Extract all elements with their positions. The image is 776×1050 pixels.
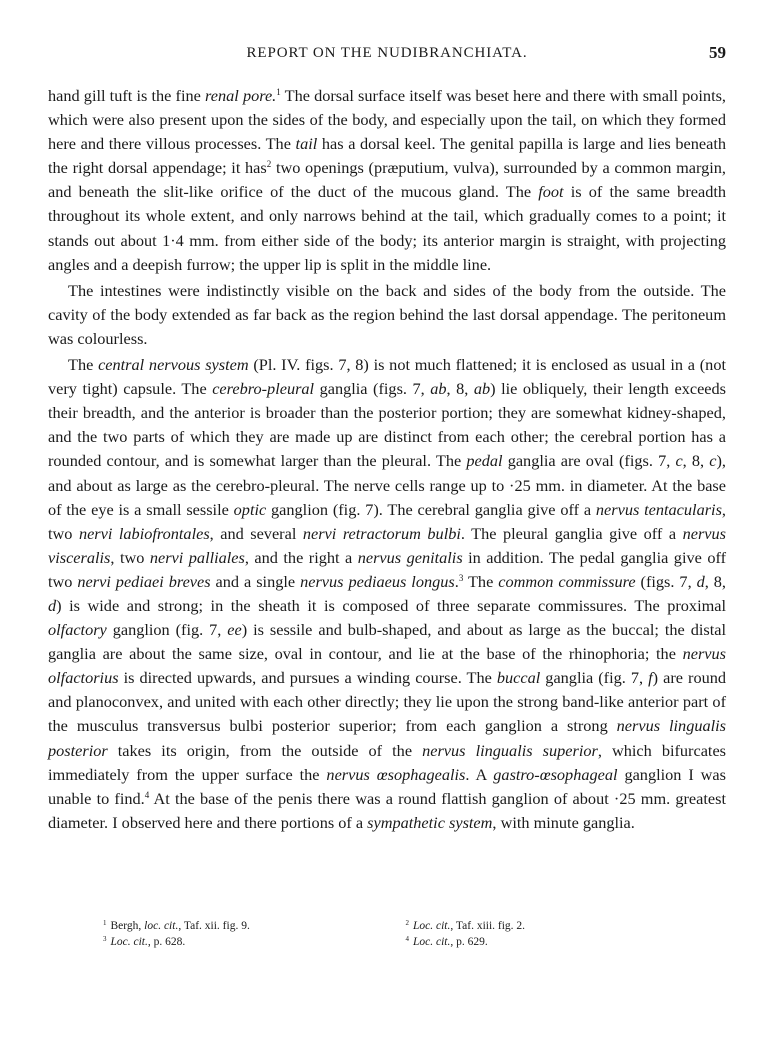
paragraph [48,84,726,277]
paragraph-text: . [454,571,459,591]
paragraph-italic: optic [233,499,267,519]
paragraph-text: , two [110,547,150,567]
footnote [406,934,574,950]
paragraph-text: ) is sessile and bulb-shaped, and about as large as the buccal; the distal ganglia are about the same size, oval in contour, and lie at the base of the rhinophoria; the [48,620,726,664]
paragraph-italic: nervi pediaei breves [77,571,211,591]
paragraph-italic: tail [295,134,318,154]
paragraph-italic: gastro-œsophageal [493,764,618,784]
paragraph-text: The [463,571,499,591]
paragraph-text: ganglia are oval (figs. 7, [502,451,676,471]
running-head [48,40,726,64]
paragraph-italic: c [709,451,717,471]
footnote-italic: Loc. cit. [413,920,451,932]
footnote-text: , p. 629. [450,936,488,948]
paragraph-text: , and several [209,523,303,543]
paragraph-italic: foot [538,182,564,202]
paragraph-italic: nervus pediaeus longus [300,571,455,591]
paragraph-text: ), and about as large as the cerebro-pleural. The nerve cells range up to ·25 mm. in diameter. At the base of the eye is a small sessile [48,451,727,519]
footnotes [103,918,573,950]
paragraph-text: has a dorsal keel. The genital papilla is large and lies beneath the right dorsal appendage; it has [48,134,726,178]
footnote-ref: 3 [458,572,464,583]
footnote-row [103,934,573,950]
paragraph-italic: d [696,571,705,591]
paragraph-text: , 8, [682,451,710,471]
paragraph-italic: nervus olfactorius [48,644,726,688]
paragraph-italic: ab [473,379,491,399]
paragraph-text: , two [48,499,726,543]
paragraph-text: and a single [210,571,301,591]
paragraph-text: takes its origin, from the outside of the [107,740,423,760]
paragraph-text: is of the same breadth throughout its whole extent, and only narrows behind at the tail, which gradually comes to a point; it stands out about 1·4 mm. from either side of the body; its anterior margin is straight, with projecting angles and a deepish furrow; the upper lip is split in the middle line. [48,182,727,274]
running-title: REPORT ON THE NUDIBRANCHIATA. [246,45,528,61]
footnote-mark: 4 [405,935,409,943]
footnote-text: , p. 628. [147,936,186,948]
paragraph-italic: nervus lingualis superior [422,740,598,760]
paragraph-italic: olfactory [48,620,107,640]
paragraph-text: ganglia (figs. 7, [314,379,431,399]
footnote-mark: 2 [405,919,409,927]
paragraph-text: ) is wide and strong; in the sheath it is composed of three separate commissures. The proximal [56,595,726,615]
paragraph-text: , which bifurcates immediately from the upper surface the [48,740,727,784]
paragraph-italic: d [48,595,57,615]
paragraph-text: . A [465,764,494,784]
paragraph-text: two openings (præputium, vulva), surrounded by a common margin, and beneath the slit-like orifice of the duct of the mucous gland. The [48,158,726,202]
paragraph [48,279,726,351]
paragraph-text: At the base of the penis there was a round flattish ganglion of about ·25 mm. greatest diameter. I observed here and there portions of a [48,788,726,832]
paragraph-italic: cerebro-pleural [212,379,315,399]
paragraph [48,353,726,835]
paragraph-italic: nervus visceralis [48,523,727,567]
paragraph-italic: pedal [466,451,503,471]
paragraph-italic: nervi labiofrontales [78,523,210,543]
document-page [48,40,726,835]
paragraph-italic: f [648,668,653,688]
body-text [48,84,726,835]
paragraph-text: , with minute ganglia. [492,812,635,832]
paragraph-text: ganglia (fig. 7, [540,668,649,688]
footnote [406,918,574,934]
paragraph-text: , and the right a [244,547,358,567]
footnote-text: Bergh, [110,920,145,932]
paragraph-italic: nervi palliales [149,547,245,567]
paragraph-italic: nervus lingualis posterior [48,716,727,760]
footnote-text: , Taf. xiii. fig. 2. [450,920,526,932]
paragraph-italic: common commissure [498,571,636,591]
paragraph-text: is directed upwards, and pursues a winding course. The [118,668,497,688]
footnote-mark: 1 [103,919,107,927]
paragraph-italic: nervus tentacularis [595,499,722,519]
footnote-mark: 3 [103,935,107,943]
paragraph-italic: renal pore. [205,86,277,105]
paragraph-text: ) lie obliquely, their length exceeds their breadth, and the anterior is broader than the posterior portion; they are somewhat kidney-shaped, and the two parts of which they are made up are distinct from each other; the cerebral portion has a rounded contour, and is somewhat larger than the pleural. The [48,379,726,471]
paragraph-text: hand gill tuft is the fine [48,86,206,105]
paragraph-italic: c [675,451,683,471]
paragraph-text: , 8, [704,571,726,591]
paragraph-text: , 8, [446,379,474,399]
footnote [103,934,406,950]
paragraph-text: . The pleural ganglia give off a [460,523,683,543]
paragraph-italic: sympathetic system [367,812,493,832]
paragraph-italic: nervi retractorum bulbi [302,523,461,543]
paragraph-italic: ee [227,620,242,640]
paragraph-italic: nervus œsophagealis [326,764,466,784]
paragraph-text: The intestines were indistinctly visible on the back and sides of the body from the outside. The cavity of the body extended as far back as the region behind the last dorsal appendage. The peritoneum was colourless. [48,280,726,348]
paragraph-text: in addition. The pedal ganglia give off two [48,547,727,591]
footnote-ref: 4 [144,789,150,800]
footnote-ref: 2 [266,159,272,170]
paragraph-text: ganglion (fig. 7). The cerebral ganglia give off a [266,499,596,519]
footnote-italic: Loc. cit. [413,936,451,948]
paragraph-text: ) are round and planoconvex, and united with each other directly; they lie upon the strong band-like anterior part of the musculus transversus bulbi posterior superior; from each ganglion a strong [48,668,727,736]
paragraph-italic: buccal [496,668,541,688]
paragraph-text: ganglion (fig. 7, [106,620,228,640]
footnote-italic: Loc. cit. [110,936,148,948]
paragraph-text: (figs. 7, [635,571,697,591]
paragraph-text: The dorsal surface itself was beset here and there with small points, which were also present upon the sides of the body, and especially upon the tail, on which they formed here and there villous processes. The [48,86,727,154]
footnote-ref: 1 [276,87,281,97]
paragraph-italic: central nervous system [98,355,249,375]
footnote-row [103,918,573,934]
page-number: 59 [709,43,726,62]
footnote-italic: loc. cit. [144,920,179,932]
footnote-text: , Taf. xii. fig. 9. [178,920,250,932]
paragraph-text: The [68,355,99,375]
paragraph-text: (Pl. IV. figs. 7, 8) is not much flattened; it is enclosed as usual in a (not very tight) capsule. The [48,355,726,399]
footnote [103,918,406,934]
paragraph-text: ganglion I was unable to find. [48,764,726,808]
paragraph-italic: nervus genitalis [357,547,463,567]
paragraph-italic: ab [430,379,447,399]
